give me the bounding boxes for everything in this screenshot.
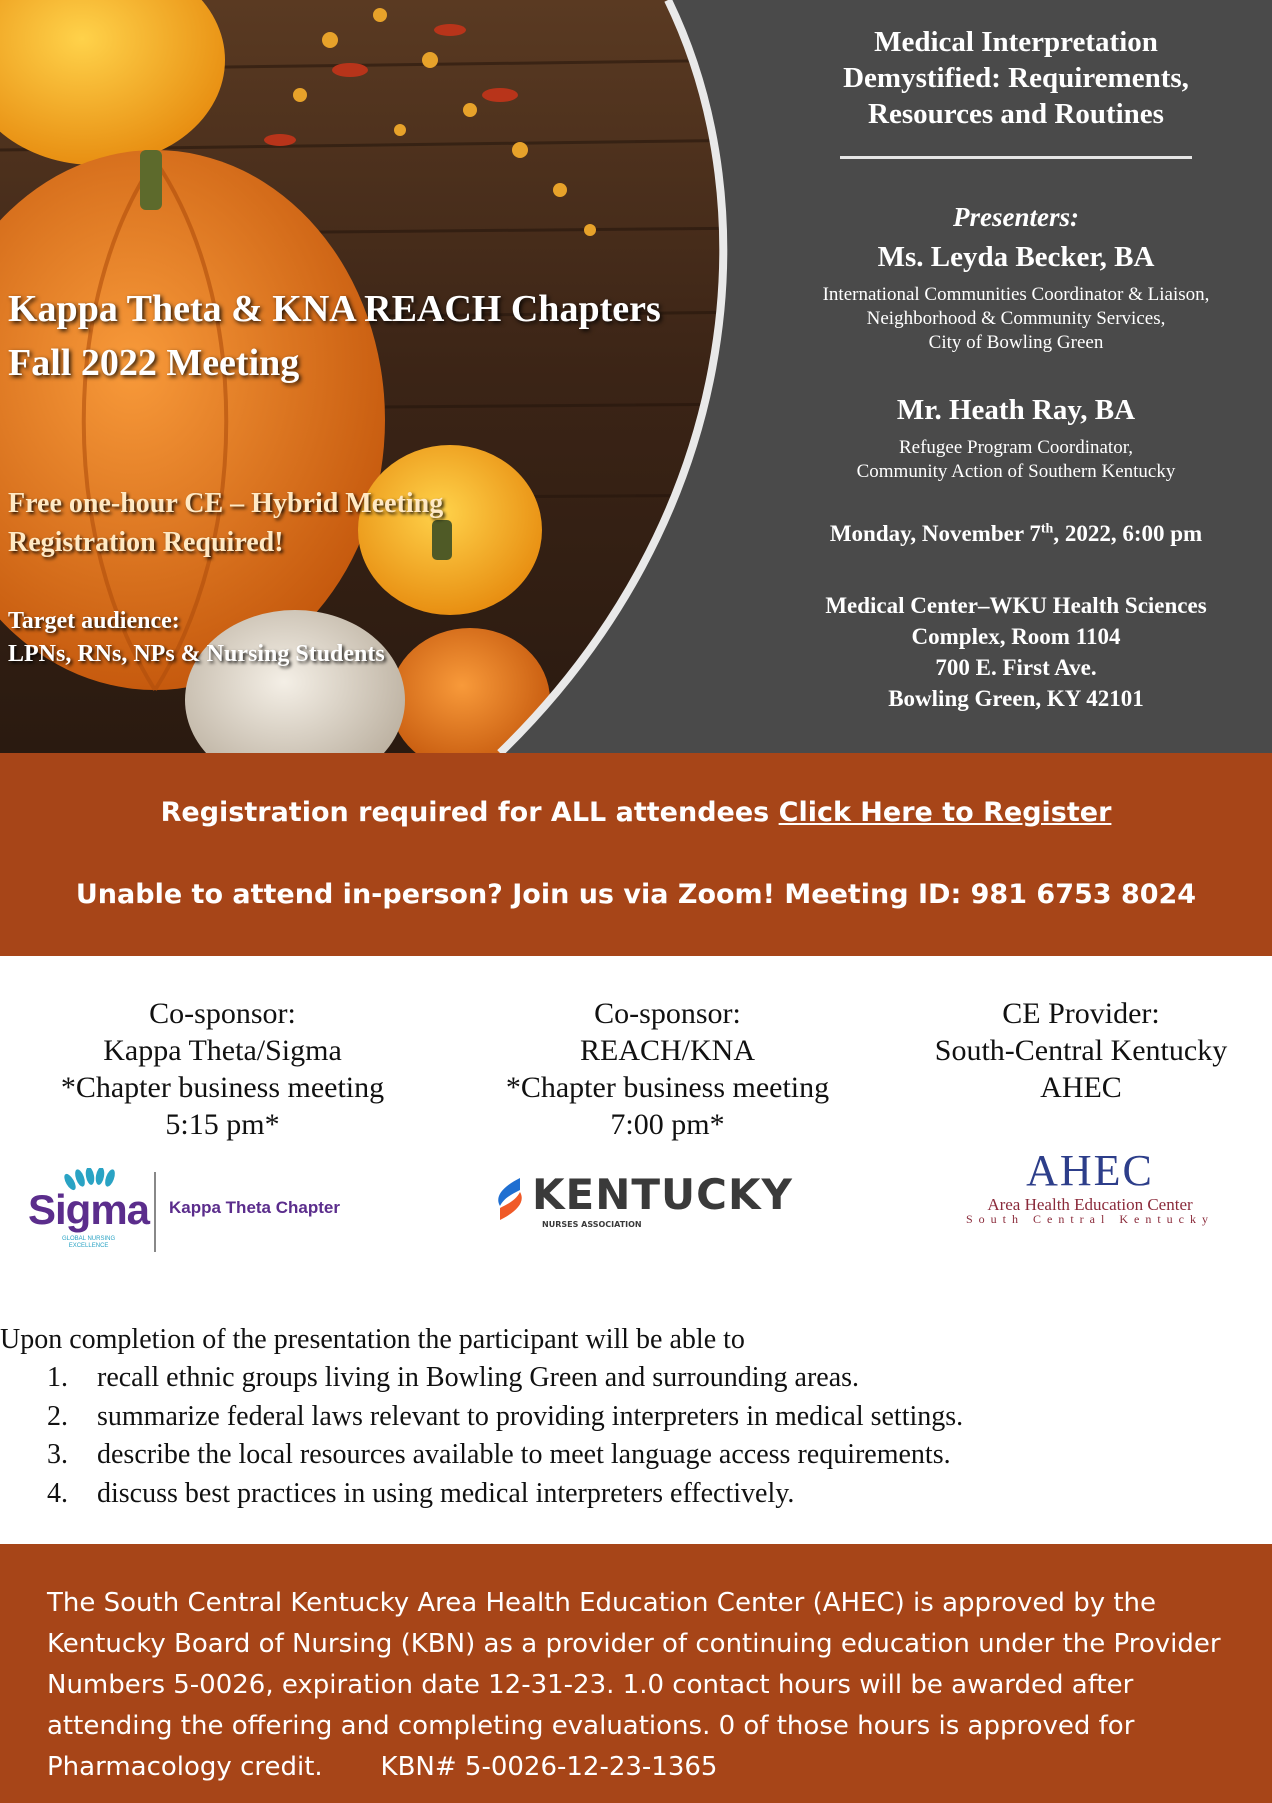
sponsor1-note: *Chapter business meeting bbox=[60, 1071, 385, 1104]
registration-band bbox=[0, 753, 1272, 956]
ahec-region: South Central Kentucky bbox=[966, 1212, 1214, 1226]
kna-logo bbox=[490, 1172, 850, 1232]
registration-line bbox=[0, 797, 1272, 828]
kna-flame-icon bbox=[490, 1176, 530, 1222]
presenters-heading: Presenters: bbox=[953, 202, 1079, 232]
sigma-tagline bbox=[62, 1236, 115, 1250]
presenter2-name: Mr. Heath Ray, BA bbox=[896, 394, 1136, 426]
venue-line1: Medical Center–WKU Health Sciences bbox=[825, 593, 1207, 618]
sigma-tagline-line1: GLOBAL NURSING bbox=[62, 1236, 116, 1242]
objective-item bbox=[0, 1359, 1272, 1398]
objectives-intro: Upon completion of the presentation the participant will be able to bbox=[0, 1324, 745, 1355]
sigma-tagline-line2: EXCELLENCE bbox=[68, 1243, 109, 1249]
provider-label: CE Provider: bbox=[1002, 997, 1160, 1030]
zoom-info: Unable to attend in-person? Join us via Zoom! Meeting ID: 981 6753 8024 bbox=[75, 879, 1197, 910]
accreditation-line2: Kentucky Board of Nursing (KBN) as a provider of continuing education under the Provider bbox=[47, 1629, 1221, 1659]
ce-provider bbox=[890, 995, 1272, 1106]
provider-name: South-Central Kentucky bbox=[934, 1034, 1228, 1067]
presenter1-role bbox=[760, 283, 1272, 355]
event-date-suffix: th bbox=[1040, 521, 1054, 537]
ce-notice-line2: Registration Required! bbox=[8, 527, 284, 558]
event-date bbox=[760, 521, 1272, 547]
learning-objectives bbox=[0, 1321, 1272, 1513]
venue-line3: 700 E. First Ave. bbox=[935, 655, 1097, 680]
sigma-chapter-label: Kappa Theta Chapter bbox=[169, 1198, 340, 1217]
ahec-subtitle: Area Health Education Center bbox=[987, 1195, 1193, 1214]
objective-text: summarize federal laws relevant to providing interpreters in medical settings. bbox=[97, 1400, 964, 1432]
objective-item bbox=[0, 1436, 1272, 1475]
title-divider bbox=[840, 156, 1192, 159]
sponsor2-label: Co-sponsor: bbox=[594, 997, 741, 1030]
sponsor2-note: *Chapter business meeting bbox=[505, 1071, 830, 1104]
ce-notice bbox=[8, 484, 443, 562]
presenter2-role-line1: Refugee Program Coordinator, bbox=[898, 437, 1134, 458]
presentation-title-line3: Resources and Routines bbox=[868, 98, 1164, 130]
sigma-logo bbox=[28, 1168, 358, 1254]
accreditation-line5: Pharmacology credit. KBN# 5-0026-12-23-1365 bbox=[47, 1752, 718, 1782]
kna-subtitle: NURSES ASSOCIATION bbox=[542, 1220, 642, 1229]
target-audience-label: Target audience: bbox=[8, 608, 180, 634]
register-link[interactable]: Click Here to Register bbox=[778, 797, 1112, 828]
presenter1-role-line2: Neighborhood & Community Services, bbox=[866, 308, 1166, 329]
objective-item bbox=[0, 1398, 1272, 1437]
objective-item bbox=[0, 1475, 1272, 1514]
event-venue bbox=[760, 590, 1272, 714]
accreditation-footer bbox=[0, 1544, 1272, 1803]
presentation-title-line1: Medical Interpretation bbox=[874, 26, 1158, 58]
target-audience-value: LPNs, RNs, NPs & Nursing Students bbox=[8, 641, 385, 667]
objective-text: discuss best practices in using medical interpreters effectively. bbox=[97, 1477, 795, 1509]
accreditation-line1: The South Central Kentucky Area Health Education Center (AHEC) is approved by the bbox=[47, 1588, 1157, 1618]
sponsor-kappa-theta bbox=[0, 995, 445, 1143]
presenter2-role bbox=[760, 436, 1272, 484]
objective-number: 1. bbox=[47, 1362, 68, 1393]
presentation-title bbox=[760, 24, 1272, 132]
presenter1-role-line1: International Communities Coordinator & Liaison, bbox=[822, 284, 1210, 305]
objective-number: 2. bbox=[47, 1400, 68, 1432]
sigma-wordmark: Sigma bbox=[28, 1186, 150, 1233]
meeting-title-line1: Kappa Theta & KNA REACH Chapters bbox=[8, 288, 661, 330]
kna-wordmark: KENTUCKY bbox=[532, 1170, 793, 1219]
registration-text: Registration required for ALL attendees bbox=[160, 797, 779, 828]
meeting-title bbox=[8, 282, 748, 390]
objective-number: 3. bbox=[47, 1439, 68, 1470]
accreditation-statement bbox=[47, 1583, 1262, 1788]
sponsor1-time: 5:15 pm* bbox=[165, 1108, 280, 1141]
objectives-list bbox=[0, 1359, 1272, 1513]
meeting-title-line2: Fall 2022 Meeting bbox=[8, 342, 300, 384]
ahec-logo bbox=[935, 1148, 1245, 1228]
sponsor2-name: REACH/KNA bbox=[579, 1034, 755, 1067]
target-audience bbox=[8, 605, 385, 671]
objective-text: describe the local resources available to meet language access requirements. bbox=[97, 1439, 951, 1470]
presentation-title-line2: Demystified: Requirements, bbox=[843, 62, 1189, 94]
hero-banner bbox=[0, 0, 1272, 753]
sponsor1-label: Co-sponsor: bbox=[149, 997, 296, 1030]
venue-line4: Bowling Green, KY 42101 bbox=[888, 686, 1144, 711]
sponsor-reach-kna bbox=[445, 995, 890, 1143]
presenter1-role-line3: City of Bowling Green bbox=[928, 332, 1104, 353]
ce-notice-line1: Free one-hour CE – Hybrid Meeting bbox=[8, 488, 444, 519]
presenter2-role-line2: Community Action of Southern Kentucky bbox=[856, 461, 1176, 482]
ahec-wordmark: AHEC bbox=[1026, 1146, 1154, 1195]
venue-line2: Complex, Room 1104 bbox=[911, 624, 1121, 649]
accreditation-line4: attending the offering and completing evaluations. 0 of those hours is approved for bbox=[47, 1711, 1135, 1741]
objective-number: 4. bbox=[47, 1477, 68, 1509]
objective-text: recall ethnic groups living in Bowling Green and surrounding areas. bbox=[97, 1362, 860, 1393]
event-date-year-time: , 2022, 6:00 pm bbox=[1053, 521, 1203, 546]
accreditation-line3: Numbers 5-0026, expiration date 12-31-23. 1.0 contact hours will be awarded after bbox=[47, 1670, 1134, 1700]
presenter1-name: Ms. Leyda Becker, BA bbox=[877, 241, 1155, 273]
event-date-main: Monday, November 7 bbox=[829, 521, 1041, 546]
sponsor1-name: Kappa Theta/Sigma bbox=[103, 1034, 342, 1067]
provider-abbrev: AHEC bbox=[1040, 1071, 1122, 1104]
sponsor2-time: 7:00 pm* bbox=[610, 1108, 725, 1141]
